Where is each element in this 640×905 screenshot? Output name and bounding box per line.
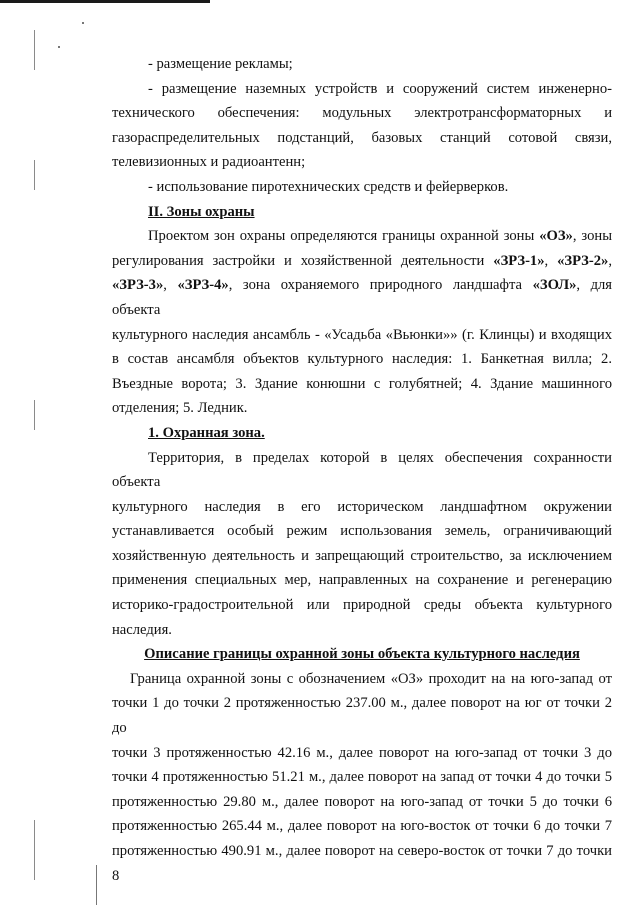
territory-line: наследия. bbox=[112, 621, 172, 638]
list-item-engineering-line3: газораспределительных подстанций, базовых станций сотовой связи, bbox=[112, 129, 612, 146]
zones-line: культурного наследия ансамбль - «Усадьба «Вьюнки»» (г. Клинцы) и входящих bbox=[112, 326, 612, 343]
boundary-line: протяженностью 490.91 м., далее поворот на северо-восток от точки 7 до точки 8 bbox=[112, 843, 612, 884]
territory-line: Территория, в пределах которой в целях обеспечения сохранности объекта bbox=[112, 449, 612, 491]
zones-line bbox=[112, 249, 612, 274]
scan-edge-mark bbox=[34, 400, 35, 430]
boundary-line: точки 1 до точки 2 протяженностью 237.00 м., далее поворот на юг от точки 2 до bbox=[112, 695, 612, 737]
zones-line: Въездные ворота; 3. Здание конюшни с голубятней; 4. Здание машинного bbox=[112, 375, 612, 392]
territory-paragraph bbox=[112, 446, 612, 643]
scan-dot bbox=[58, 46, 60, 48]
zone-code-zrz3: «ЗРЗ-3» bbox=[112, 277, 164, 294]
territory-line: хозяйственную деятельность и запрещающий строительство, за исключением bbox=[112, 547, 612, 564]
territory-line: историко-градостроительной или природной среды объекта культурного bbox=[112, 597, 612, 614]
zone-code-zrz1: «ЗРЗ-1» bbox=[493, 252, 545, 269]
boundary-line: точки 3 протяженностью 42.16 м., далее поворот на юго-запад от точки 3 до bbox=[112, 744, 612, 761]
boundary-line: протяженностью 265.44 м., далее поворот на юго-восток от точки 6 до точки 7 bbox=[112, 818, 612, 835]
text-run: , зоны bbox=[572, 228, 612, 245]
zone-code-zol: «ЗОЛ» bbox=[532, 277, 577, 294]
list-item-engineering-line4: телевизионных и радиоантенн; bbox=[112, 154, 306, 171]
list-item-engineering-line2: технического обеспечения: модульных электротрансформаторных и bbox=[112, 105, 612, 122]
territory-line: культурного наследия в его историческом ландшафтном окружении bbox=[112, 498, 612, 515]
scan-edge-mark bbox=[34, 160, 35, 190]
text-run: , bbox=[544, 252, 558, 269]
text-run: , bbox=[163, 277, 178, 294]
scan-dot bbox=[82, 22, 84, 24]
zones-line bbox=[112, 273, 612, 322]
zones-line: в состав ансамбля объектов культурного наследия: 1. Банкетная вилла; 2. bbox=[112, 351, 612, 368]
list-item-advertising: - размещение рекламы; bbox=[148, 56, 293, 72]
boundary-line: Граница охранной зоны с обозначением «ОЗ» проходит на на юго-запад от bbox=[130, 670, 612, 687]
text-run: регулирования застройки и хозяйственной деятельности bbox=[112, 252, 494, 269]
list-item-pyrotechnics: - использование пиротехнических средств и фейерверков. bbox=[148, 178, 509, 195]
text-run: , bbox=[608, 252, 612, 269]
zones-paragraph bbox=[112, 224, 612, 421]
text-run: , для объекта bbox=[112, 277, 612, 318]
boundary-line: точки 4 протяженностью 51.21 м., далее поворот на запад от точки 4 до точки 5 bbox=[112, 769, 612, 786]
zone-code-oz: «ОЗ» bbox=[539, 228, 573, 245]
zones-line: отделения; 5. Ледник. bbox=[112, 400, 248, 417]
zone-code-zrz4: «ЗРЗ-4» bbox=[177, 277, 229, 294]
territory-line: применения специальных мер, направленных на сохранение и регенерацию bbox=[112, 572, 612, 589]
document-page bbox=[112, 52, 612, 888]
territory-line: устанавливается особый режим использования земель, ограничивающий bbox=[112, 523, 612, 540]
scan-edge-mark bbox=[34, 820, 35, 880]
scan-top-bar bbox=[0, 0, 210, 3]
scan-edge-mark bbox=[34, 30, 35, 70]
boundary-heading: Описание границы охранной зоны объекта культурного наследия bbox=[144, 646, 580, 663]
subsection-heading-security-zone: 1. Охранная зона. bbox=[148, 424, 265, 441]
scan-edge-mark bbox=[96, 865, 97, 905]
zones-line bbox=[112, 224, 612, 249]
boundary-line: протяженностью 29.80 м., далее поворот на юго-запад от точки 5 до точки 6 bbox=[112, 793, 612, 810]
section-heading-zones: II. Зоны охраны bbox=[148, 203, 255, 220]
text-run: , зона охраняемого природного ландшафта bbox=[228, 277, 533, 294]
zone-code-zrz2: «ЗРЗ-2» bbox=[557, 252, 609, 269]
list-item-engineering-line1: - размещение наземных устройств и сооружений систем инженерно- bbox=[148, 80, 612, 97]
text-run: Проектом зон охраны определяются границы охранной зоны bbox=[148, 228, 540, 245]
boundary-paragraph bbox=[112, 667, 612, 888]
